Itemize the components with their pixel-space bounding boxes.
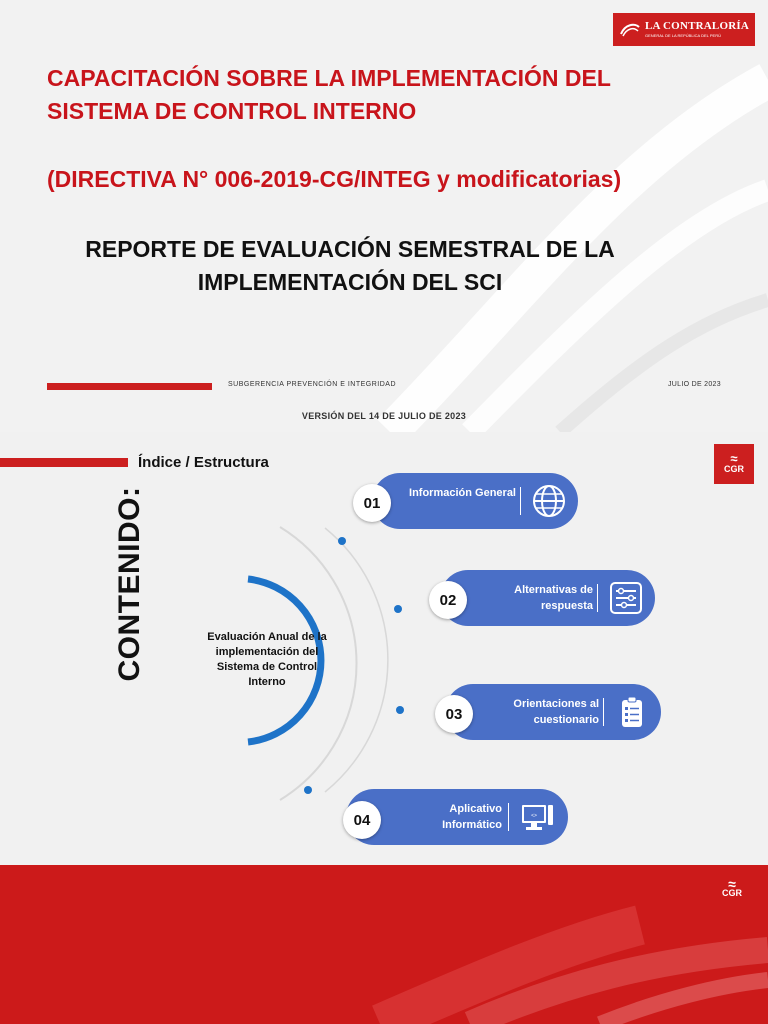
date-label: JULIO DE 2023 [668, 381, 721, 388]
globe-icon [532, 484, 566, 518]
item-label: Aplicativo Informático [442, 803, 502, 831]
connector-dot-1 [338, 537, 346, 545]
cgr-logo-text: CGR [722, 888, 742, 898]
logo-swirl-icon [619, 22, 641, 38]
clipboard-icon [615, 695, 649, 729]
report-title-line1: REPORTE DE EVALUACIÓN SEMESTRAL DE LA [85, 236, 615, 262]
cgr-logo [722, 876, 742, 898]
cgr-badge-text: CGR [724, 464, 744, 474]
closing-slide [0, 865, 768, 1024]
cgr-swirl-icon: ≈ [730, 451, 738, 466]
index-heading: Índice / Estructura [138, 454, 269, 471]
item-label: Orientaciones al cuestionario [513, 698, 599, 726]
item-label: Información General [409, 487, 516, 499]
item-number-03: 03 [435, 695, 473, 733]
background-swoosh [0, 865, 768, 1024]
index-slide: Índice / Estructura ≈ CGR CONTENIDO: Evaluación Anual de la implementación del Sistema de Control Interno Información General 01 Alternativas de respuesta 02 Orientaciones al cuestionario 03 Aplicativo Informático <> 04 [0, 432, 768, 864]
department-label: SUBGERENCIA PREVENCIÓN E INTEGRIDAD [228, 381, 397, 388]
menu-item-informacion-general[interactable] [372, 473, 578, 529]
accent-bar [47, 383, 212, 390]
item-number-01: 01 [353, 484, 391, 522]
central-description: Evaluación Anual de la implementación del Sistema de Control Interno [207, 631, 327, 688]
contraloria-logo [613, 13, 755, 46]
report-title-line2: IMPLEMENTACIÓN DEL SCI [197, 269, 503, 295]
connector-dot-2 [394, 605, 402, 613]
divider [603, 698, 604, 726]
menu-item-orientaciones[interactable] [445, 684, 661, 740]
cover-slide [0, 0, 768, 432]
divider [597, 584, 598, 612]
sliders-icon [609, 581, 643, 615]
menu-item-alternativas[interactable] [440, 570, 655, 626]
computer-icon [520, 800, 554, 834]
report-title [0, 233, 700, 299]
divider [508, 803, 509, 831]
cover-title: CAPACITACIÓN SOBRE LA IMPLEMENTACIÓN DEL SISTEMA DE CONTROL INTERNO [47, 65, 611, 124]
logo-subtitle: GENERAL DE LA REPÚBLICA DEL PERÚ [645, 33, 721, 38]
divider [520, 487, 521, 515]
connector-dot-3 [396, 706, 404, 714]
svg-text:<>: <> [531, 813, 537, 819]
item-number-02: 02 [429, 581, 467, 619]
cover-subtitle: (DIRECTIVA N° 006-2019-CG/INTEG y modificatorias) [47, 166, 622, 192]
connector-dot-4 [304, 786, 312, 794]
item-number-04: 04 [343, 801, 381, 839]
logo-name: LA CONTRALORÍA [645, 20, 749, 32]
version-label: VERSIÓN DEL 14 DE JULIO DE 2023 [301, 411, 467, 421]
cgr-swirl-icon: ≈ [728, 876, 736, 892]
item-label: Alternativas de respuesta [514, 584, 593, 612]
